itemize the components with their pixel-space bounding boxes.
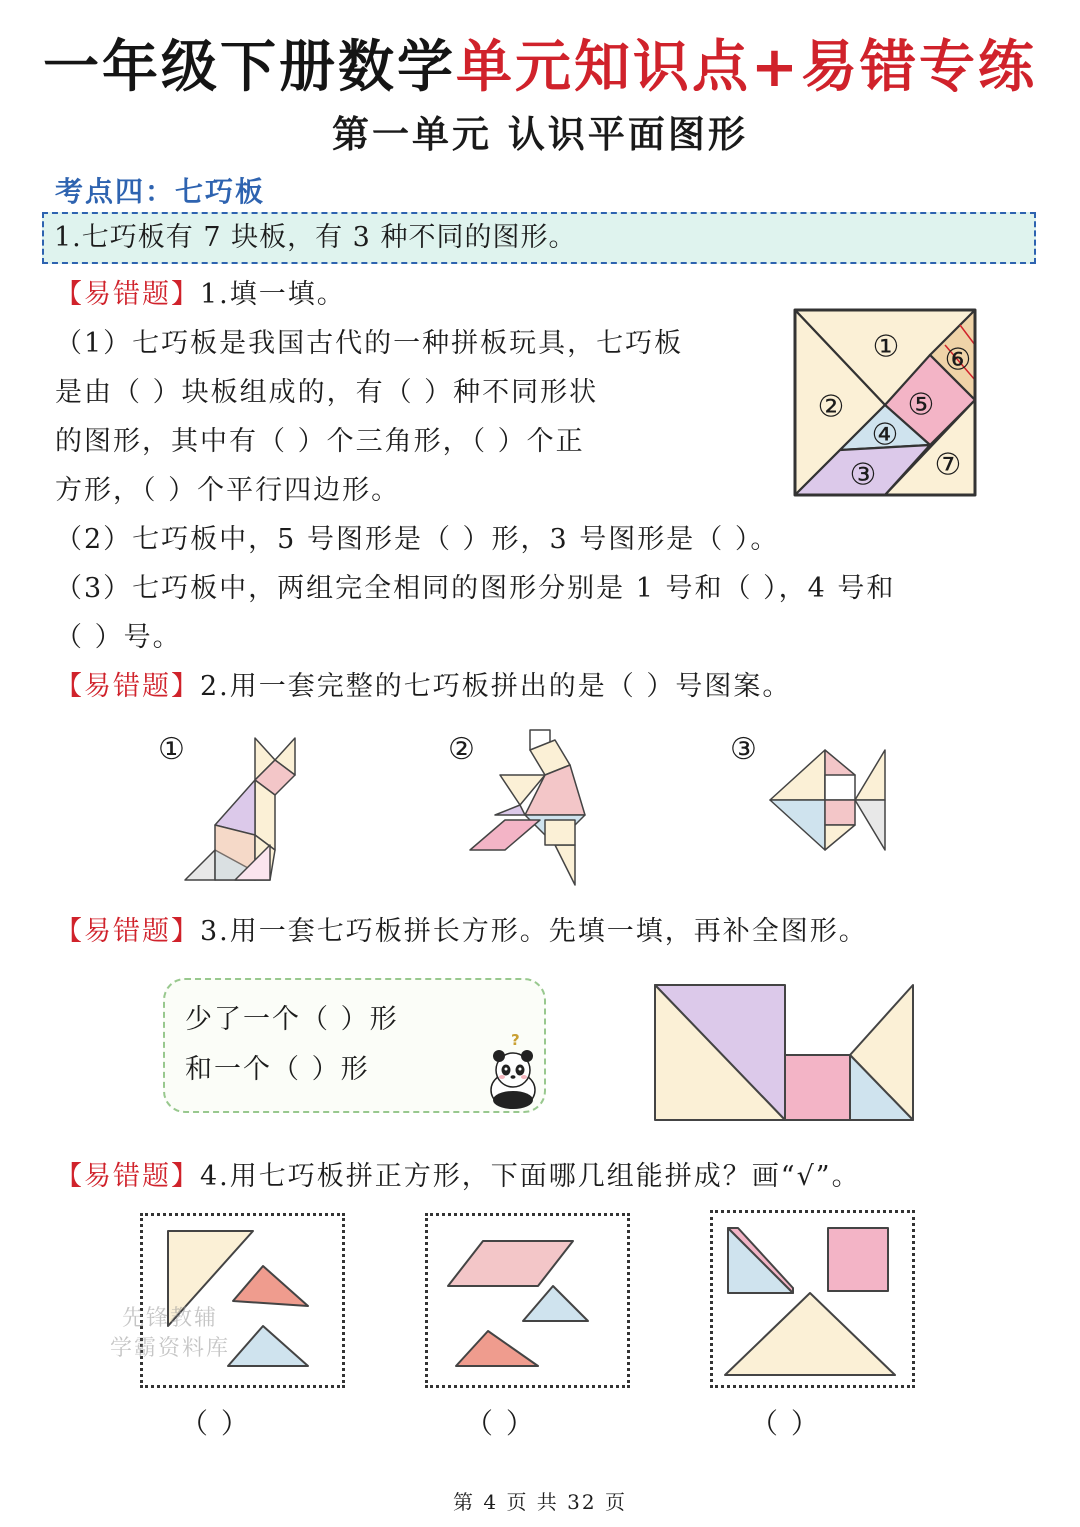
- option-2-shapes: [428, 1216, 628, 1386]
- answer-slot-3[interactable]: （ ）: [750, 1407, 821, 1440]
- question-3-text: 3.用一套七巧板拼长方形。先填一填，再补全图形。: [200, 916, 868, 947]
- panda-icon: [483, 1032, 543, 1110]
- page-title: [0, 28, 1080, 108]
- question-2-heading: [55, 667, 791, 707]
- tangram-label-7: ⑦: [934, 447, 962, 483]
- q1-part2: （2）七巧板中，5 号图形是（ ）形，3 号图形是（ ）。: [55, 524, 780, 555]
- q1-part1-line2: 是由（ ）块板组成的，有（ ）种不同形状: [55, 377, 599, 408]
- page-title-black: 一年级下册数学: [43, 35, 457, 100]
- question-4-tag: 【易错题】: [55, 1161, 200, 1192]
- question-3-tag: 【易错题】: [55, 916, 200, 947]
- q1-part1-line3: 的图形，其中有（ ）个三角形，（ ）个正: [55, 426, 585, 457]
- figure-runner: [465, 725, 595, 890]
- option-box-3: [710, 1210, 915, 1388]
- question-4-text: 4.用七巧板拼正方形，下面哪几组能拼成？画“√”。: [200, 1161, 861, 1192]
- hint-bubble: [163, 978, 546, 1113]
- figure-label-1: ①: [158, 732, 185, 767]
- question-1-heading: [55, 275, 346, 315]
- question-2-tag: 【易错题】: [55, 671, 200, 702]
- option-3-shapes: [713, 1213, 913, 1385]
- question-2-text: 2.用一套完整的七巧板拼出的是（ ）号图案。: [200, 671, 792, 702]
- square-piece: [785, 1055, 850, 1120]
- watermark-line-2: 学霸资料库: [110, 1336, 231, 1361]
- answer-slot-2[interactable]: （ ）: [465, 1407, 536, 1440]
- question-3-heading: [55, 912, 868, 952]
- question-4-heading: [55, 1157, 861, 1197]
- figure-label-3: ③: [730, 732, 757, 767]
- q1-part1-line4: 方形，（ ）个平行四边形。: [55, 475, 401, 506]
- tangram-label-6: ⑥: [944, 342, 972, 378]
- q1-part3-line1: （3）七巧板中，两组完全相同的图形分别是 1 号和（ ），4 号和: [55, 573, 896, 604]
- hint-line-2: 和一个（ ）形: [185, 1054, 370, 1085]
- tangram-label-2: ②: [817, 389, 845, 425]
- tangram-label-1: ①: [872, 329, 900, 365]
- figure-cat: [180, 730, 310, 890]
- key-point-text: 1.七巧板有 7 块板，有 3 种不同的图形。: [54, 222, 577, 253]
- question-mark: ?: [511, 1032, 520, 1049]
- incomplete-rectangle: [650, 980, 920, 1125]
- figure-fish: [765, 745, 895, 855]
- q1-part1-line1: （1）七巧板是我国古代的一种拼板玩具，七巧板: [55, 328, 684, 359]
- option-box-2: [425, 1213, 630, 1388]
- tangram-label-3: ③: [849, 457, 877, 493]
- page-number: 第 4 页 共 32 页: [453, 1490, 627, 1514]
- hint-line-1: 少了一个（ ）形: [185, 1004, 399, 1035]
- q1-part3-line2: （ ）号。: [55, 622, 182, 653]
- figure-label-2: ②: [448, 732, 475, 767]
- watermark-line-1: 先锋教辅: [122, 1306, 219, 1331]
- tangram-label-4: ④: [871, 417, 899, 453]
- section-label: 考点四：七巧板: [55, 175, 266, 208]
- question-1-tag: 【易错题】: [55, 279, 200, 310]
- unit-subtitle: 第一单元 认识平面图形: [332, 113, 748, 156]
- tangram-diagram: [790, 305, 980, 500]
- key-point-box: [42, 212, 1036, 264]
- page-title-red: 单元知识点+易错专练: [456, 35, 1037, 100]
- answer-slot-1[interactable]: （ ）: [180, 1407, 251, 1440]
- tangram-label-5: ⑤: [907, 387, 935, 423]
- question-1-title: 1.填一填。: [200, 279, 346, 310]
